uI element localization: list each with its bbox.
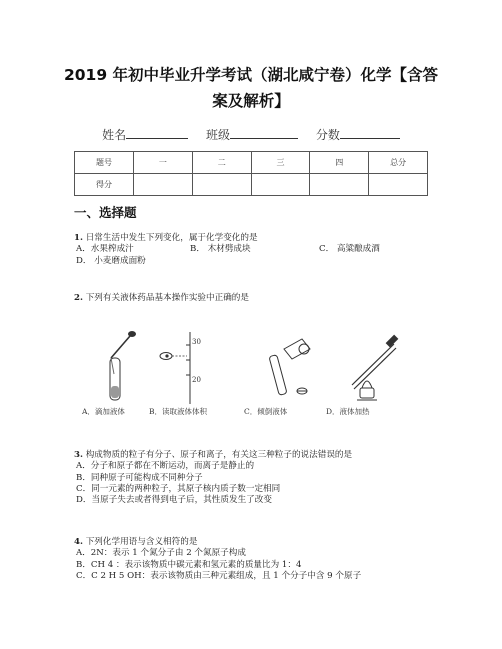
table-header-cell: 题号 xyxy=(75,152,134,174)
table-header-cell: 总分 xyxy=(369,152,428,174)
class-blank[interactable] xyxy=(230,127,298,139)
caption-a: A．滴加液体 xyxy=(82,407,125,416)
option-a[interactable]: A．水果榨成汁 xyxy=(76,244,134,255)
option-d[interactable]: D． 小麦磨成面粉 xyxy=(76,255,146,266)
caption-b: B．读取液体体积 xyxy=(149,407,208,416)
table-header-cell: 三 xyxy=(251,152,310,174)
question-stem: 下列化学用语与含义相符的是 xyxy=(82,537,198,547)
cylinder-mark-30: 30 xyxy=(192,338,201,346)
student-info xyxy=(0,126,502,143)
option-c[interactable]: C． 高粱酿成酒 xyxy=(319,244,380,255)
question-number: 3. xyxy=(74,450,83,460)
option-a[interactable]: A．2N：表示 1 个氮分子由 2 个氮原子构成 xyxy=(76,548,246,559)
question-1 xyxy=(74,233,474,267)
score-table-row xyxy=(75,174,428,196)
score-label: 分数 xyxy=(315,128,340,142)
title-line-1: 2019 年初中毕业升学考试（湖北咸宁卷）化学【含答 xyxy=(63,66,439,84)
figure-pouring-icon[interactable] xyxy=(264,335,324,400)
caption-d: D．液体加热 xyxy=(326,407,370,416)
name-label: 姓名 xyxy=(102,128,127,142)
question-4 xyxy=(74,537,474,582)
table-header-cell: 四 xyxy=(310,152,369,174)
figure-heating-icon[interactable] xyxy=(342,330,412,405)
question-number: 2. xyxy=(74,293,83,303)
table-header-cell: 二 xyxy=(192,152,251,174)
section-heading: 一、选择题 xyxy=(74,205,137,220)
score-blank[interactable] xyxy=(340,127,400,139)
score-cell[interactable] xyxy=(310,174,369,196)
figure-cylinder-icon[interactable] xyxy=(154,330,214,405)
option-b[interactable]: B．CH 4 ：表示该物质中碳元素和氢元素的质量比为 1：4 xyxy=(76,559,302,570)
question-number: 4. xyxy=(74,537,83,547)
question-2 xyxy=(74,293,474,304)
score-cell[interactable] xyxy=(134,174,193,196)
title-line-2: 案及解析】 xyxy=(212,92,290,110)
option-d[interactable]: D．当原子失去或者得到电子后，其性质发生了改变 xyxy=(76,495,272,506)
cylinder-mark-20: 20 xyxy=(192,376,201,384)
option-c[interactable]: C．C 2 H 5 OH：表示该物质由三种元素组成，且 1 个分子中含 9 个原子 xyxy=(76,570,362,581)
option-b[interactable]: B． 木材劈成块 xyxy=(190,244,251,255)
score-cell[interactable] xyxy=(369,174,428,196)
score-table-header xyxy=(75,152,428,174)
question-3 xyxy=(74,450,474,506)
caption-c: C．倾倒液体 xyxy=(244,407,288,416)
table-header-cell: 一 xyxy=(134,152,193,174)
question-stem: 下列有关液体药品基本操作实验中正确的是 xyxy=(82,293,249,303)
option-a[interactable]: A．分子和原子都在不断运动，而离子是静止的 xyxy=(76,461,255,472)
score-cell[interactable] xyxy=(251,174,310,196)
name-blank[interactable] xyxy=(126,127,188,139)
question-stem: 构成物质的粒子有分子、原子和离子，有关这三种粒子的说法错误的是 xyxy=(82,450,353,460)
figure-dropper-icon[interactable] xyxy=(88,330,138,402)
question-stem: 日常生活中发生下列变化，属于化学变化的是 xyxy=(82,233,258,243)
option-c[interactable]: C．同一元素的两种粒子，其原子核内质子数一定相同 xyxy=(76,483,281,494)
question-number: 1. xyxy=(74,233,83,243)
page-title xyxy=(40,62,462,114)
class-label: 班级 xyxy=(205,128,230,142)
option-row xyxy=(74,244,474,255)
score-table xyxy=(74,151,428,196)
option-b[interactable]: B．同种原子可能构成不同种分子 xyxy=(76,472,203,483)
table-row-label: 得分 xyxy=(75,174,134,196)
score-cell[interactable] xyxy=(192,174,251,196)
